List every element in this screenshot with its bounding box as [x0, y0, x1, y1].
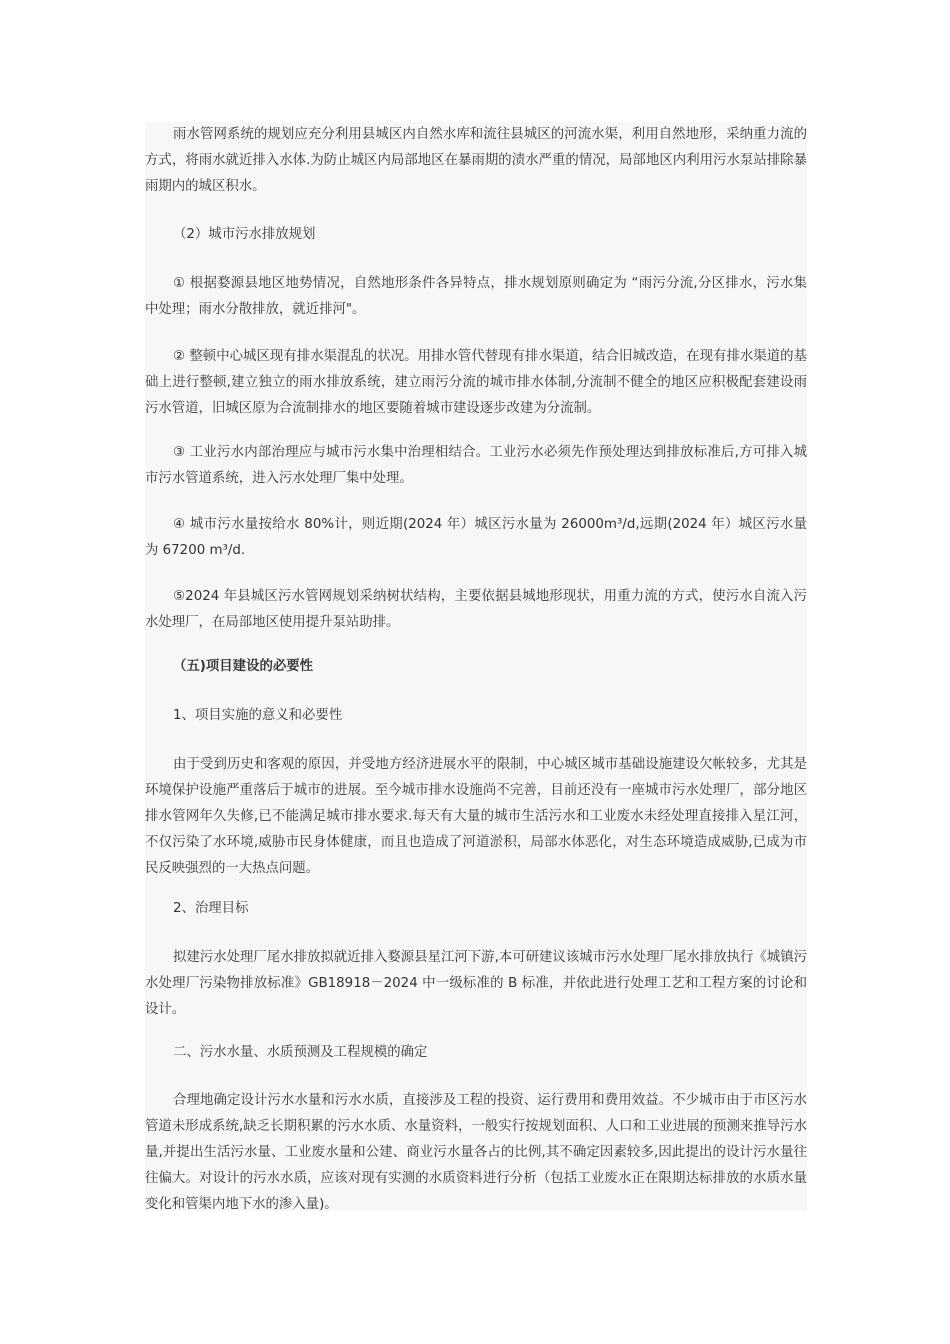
paragraph-rainwater-network: 雨水管网系统的规划应充分利用县城区内自然水库和流往县城区的河流水渠，利用自然地形，采纳重力流的方式，将雨水就近排入水体.为防止城区内局部地区在暴雨期的渍水严重的情况，局部地区内利用污水泵站排除暴雨期内的城区积水。	[145, 127, 807, 194]
heading-sewage-discharge-plan: （2）城市污水排放规划	[173, 227, 316, 242]
heading-project-necessity: （五)项目建设的必要性	[173, 659, 314, 674]
paragraph-discharge-standard: 拟建污水处理厂尾水排放拟就近排入婺源县星江河下游,本可研建议该城市污水处理厂尾水排放执行《城镇污水处理厂污染物排放标准》GB18918－2024 中一级标准的 B 标准，并依此进行处理工艺和工程方案的讨论和设计。	[145, 950, 807, 1017]
paragraph-item-4: ④ 城市污水量按给水 80%计，则近期(2024 年）城区污水量为 26000m³/d,远期(2024 年）城区污水量为 67200 m³/d.	[145, 517, 807, 558]
paragraph-background: 由于受到历史和客观的原因，并受地方经济进展水平的限制，中心城区城市基础设施建设欠帐较多，尤其是环境保护设施严重落后于城市的进展。至今城市排水设施尚不完善，目前还没有一座城市污水处理厂，部分地区排水管网年久失修,已不能满足城市排水要求.每天有大量的城市生活污水和工业废水未经处理直接排入星江河，不仅污染了水环境,威胁市民身体健康，而且也造成了河道淤积，局部水体恶化，对生态环境造成威胁,已成为市民反映强烈的一大热点问题。	[145, 757, 807, 876]
heading-water-volume-forecast: 二、污水水量、水质预测及工程规模的确定	[173, 1045, 428, 1060]
paragraph-item-3: ③ 工业污水内部治理应与城市污水集中治理相结合。工业污水必须先作预处理达到排放标准后,方可排入城市污水管道系统，进入污水处理厂集中处理。	[145, 445, 807, 486]
paragraph-item-5: ⑤2024 年县城区污水管网规划采纳树状结构，主要依据县城地形现状，用重力流的方式，使污水自流入污水处理厂，在局部地区使用提升泵站助排。	[145, 589, 807, 630]
paragraph-item-1: ① 根据婺源县地区地势情况，自然地形条件各异特点，排水规划原则确定为 “雨污分流,分区排水，污水集中处理；雨水分散排放，就近排河"。	[145, 276, 807, 317]
document-page	[145, 122, 807, 1211]
heading-significance: 1、项目实施的意义和必要性	[173, 708, 343, 723]
heading-treatment-goal: 2、治理目标	[173, 901, 249, 916]
paragraph-item-2: ② 整顿中心城区现有排水渠混乱的状况。用排水管代替现有排水渠道，结合旧城改造，在现有排水渠道的基础上进行整顿,建立独立的雨水排放系统，建立雨污分流的城市排水体制,分流制不健全的地区应积极配套建设雨污水管道，旧城区原为合流制排水的地区要随着城市建设逐步改建为分流制。	[145, 349, 807, 416]
paragraph-volume-quality: 合理地确定设计污水水量和污水水质，直接涉及工程的投资、运行费用和费用效益。不少城市由于市区污水管道未形成系统,缺乏长期积累的污水水质、水量资料，一般实行按规划面积、人口和工业进展的预测来推导污水量,并提出生活污水量、工业废水量和公建、商业污水量各占的比例,其不确定因素较多,因此提出的设计污水量往往偏大。对设计的污水水质，应该对现有实测的水质资料进行分析（包括工业废水正在限期达标排放的水质水量变化和管渠内地下水的渗入量)。	[145, 1093, 807, 1212]
